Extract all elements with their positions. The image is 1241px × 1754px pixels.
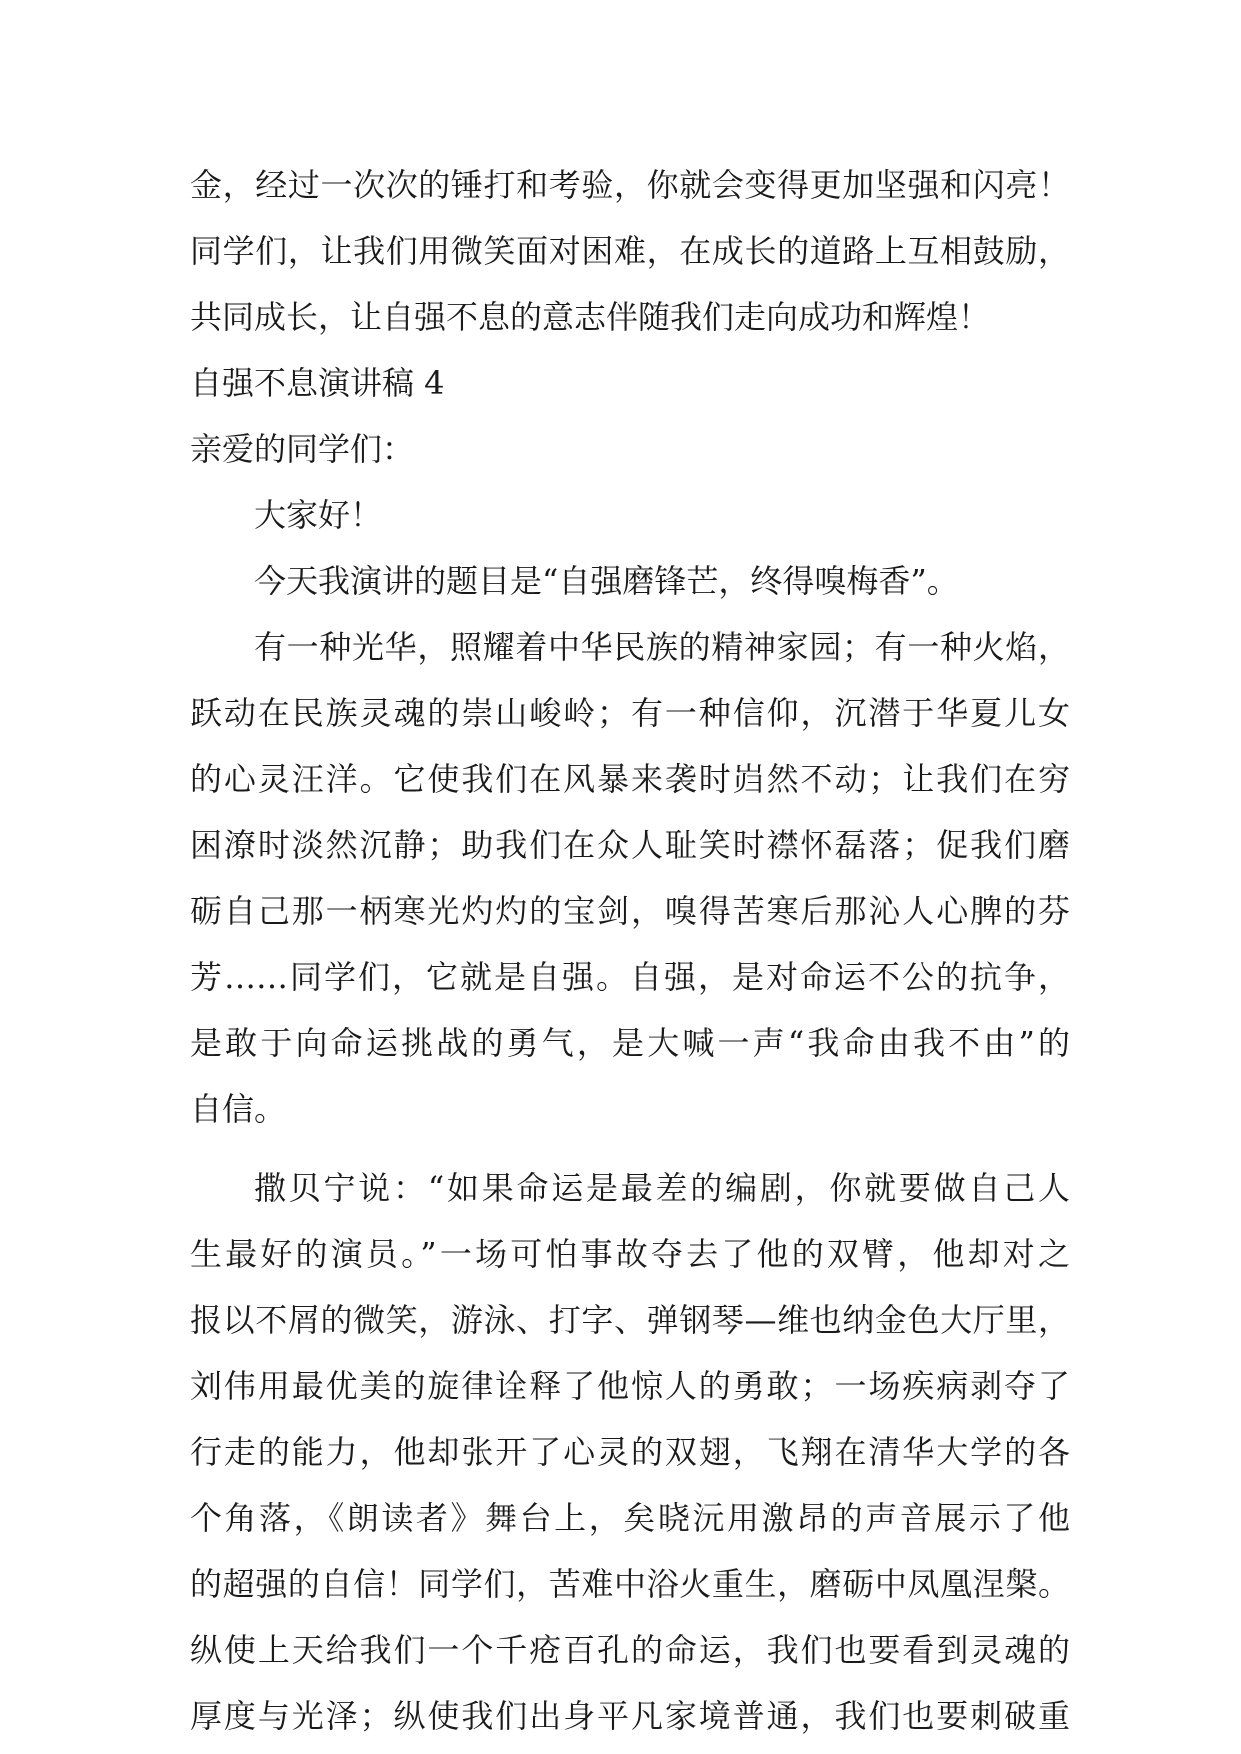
paragraph-start: 撒贝宁说：“如果命运是最差的编剧，你就要做自己人 bbox=[254, 1169, 1070, 1207]
section-heading: 自强不息演讲稿 4 bbox=[190, 364, 445, 402]
greeting-line: 大家好！ bbox=[254, 496, 383, 534]
text-line: 厚度与光泽；纵使我们出身平凡家境普通，我们也要刺破重 bbox=[190, 1697, 1070, 1735]
text-line: 困潦时淡然沉静；助我们在众人耻笑时襟怀磊落；促我们磨 bbox=[190, 826, 1070, 864]
paragraph-start: 有一种光华，照耀着中华民族的精神家园；有一种火焰， bbox=[254, 628, 1070, 666]
text-line: 报以不屑的微笑，游泳、打字、弹钢琴—维也纳金色大厅里， bbox=[190, 1301, 1070, 1339]
text-line: 是敢于向命运挑战的勇气，是大喊一声“我命由我不由”的 bbox=[190, 1024, 1070, 1062]
text-line: 金，经过一次次的锤打和考验，你就会变得更加坚强和闪亮！ bbox=[190, 166, 1070, 204]
text-line: 芳……同学们，它就是自强。自强，是对命运不公的抗争， bbox=[190, 958, 1070, 996]
text-line: 跃动在民族灵魂的崇山峻岭；有一种信仰，沉潜于华夏儿女 bbox=[190, 694, 1070, 732]
text-line: 的心灵汪洋。它使我们在风暴来袭时岿然不动；让我们在穷 bbox=[190, 760, 1070, 798]
text-line: 行走的能力，他却张开了心灵的双翅，飞翔在清华大学的各 bbox=[190, 1433, 1070, 1471]
text-line: 今天我演讲的题目是“自强磨锋芒，终得嗅梅香”。 bbox=[254, 562, 959, 600]
text-line: 同学们，让我们用微笑面对困难，在成长的道路上互相鼓励， bbox=[190, 232, 1070, 270]
text-line: 生最好的演员。”一场可怕事故夺去了他的双臂，他却对之 bbox=[190, 1235, 1070, 1273]
text-line: 砺自己那一柄寒光灼灼的宝剑，嗅得苦寒后那沁人心脾的芬 bbox=[190, 892, 1070, 930]
text-line: 刘伟用最优美的旋律诠释了他惊人的勇敢；一场疾病剥夺了 bbox=[190, 1367, 1070, 1405]
text-line: 个角落，《朗读者》舞台上，矣晓沅用激昂的声音展示了他 bbox=[190, 1499, 1070, 1537]
text-line: 纵使上天给我们一个千疮百孔的命运，我们也要看到灵魂的 bbox=[190, 1631, 1070, 1669]
text-line: 自信。 bbox=[190, 1090, 287, 1128]
text-line: 的超强的自信！同学们，苦难中浴火重生，磨砺中凤凰涅槃。 bbox=[190, 1565, 1070, 1603]
salutation: 亲爱的同学们： bbox=[190, 430, 415, 468]
text-line: 共同成长，让自强不息的意志伴随我们走向成功和辉煌！ bbox=[190, 298, 991, 336]
